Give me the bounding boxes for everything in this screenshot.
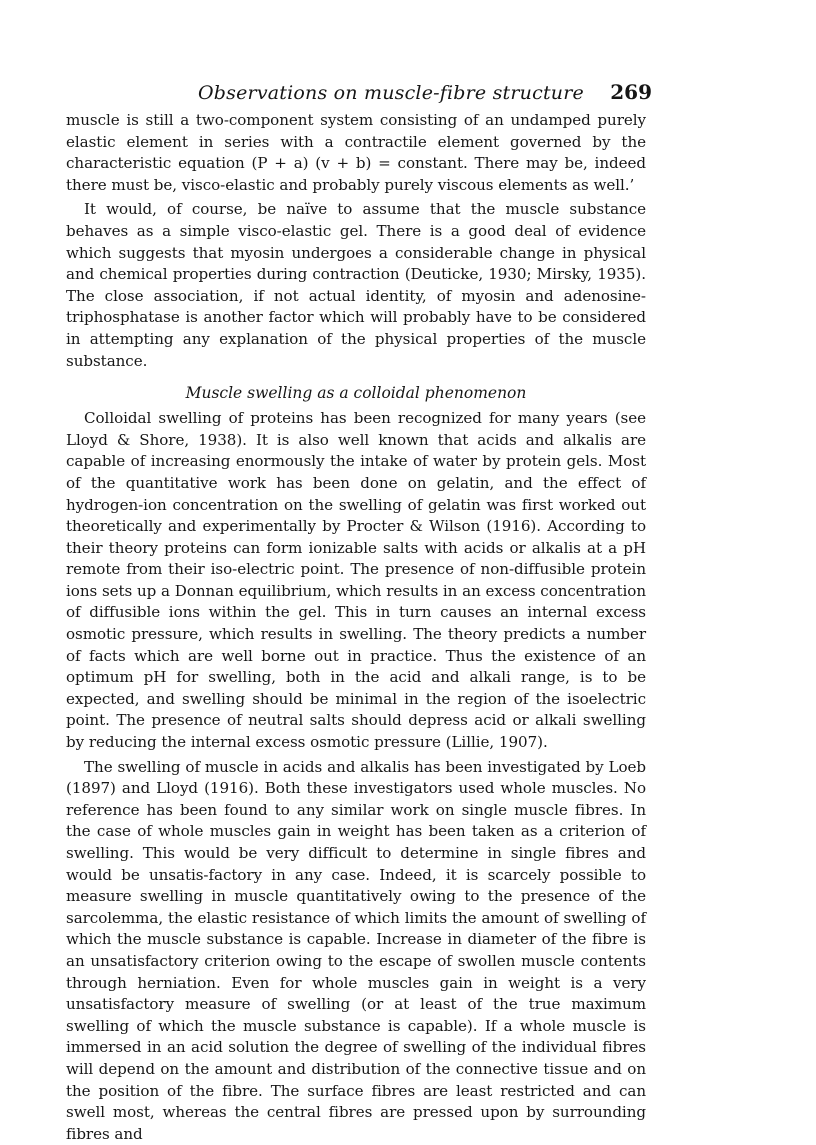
- journal-page: [66, 78, 652, 1145]
- paragraph: It would, of course, be naïve to assume that the muscle substance behaves as a simple visco-elastic gel. There is a good deal of evidence which suggests that myosin undergoes a considerable change in physical and chemical properties during contraction (Deuticke, 1930; Mirsky, 1935). The close association, if not actual identity, of myosin and adenosine-triphosphatase is another factor which will probably have to be considered in attempting any explanation of the physical properties of the muscle substance.: [66, 200, 646, 370]
- page-number: 269: [610, 80, 652, 104]
- paragraph: Colloidal swelling of proteins has been recognized for many years (see Lloyd & Shore, 1938). It is also well known that acids and alkalis are capable of increasing enormously the intake of water by protein gels. Most of the quantitative work has been done on gelatin, and the effect of hydrogen-ion concentration on the swelling of gelatin was first worked out theoretically and experimentally by Procter & Wilson (1916). According to their theory proteins can form ionizable salts with acids or alkalis at a pH remote from their iso-electric point. The presence of non-diffusible protein ions sets up a Donnan equilibrium, which results in an excess concentration of diffusible ions within the gel. This in turn causes an internal excess osmotic pressure, which results in swelling. The theory predicts a number of facts which are well borne out in practice. Thus the existence of an optimum pH for swelling, both in the acid and alkali range, is to be expected, and swelling should be minimal in the region of the isoelectric point. The presence of neutral salts should depress acid or alkali swelling by reducing the internal excess osmotic pressure (Lillie, 1907).: [66, 409, 646, 752]
- section-heading: Muscle swelling as a colloidal phenomenon: [185, 384, 527, 403]
- paragraph: The swelling of muscle in acids and alkalis has been investigated by Loeb (1897) and Lloyd (1916). Both these investigators used whole muscles. No reference has been found to any similar work on single muscle fibres. In the case of whole muscles gain in weight has been taken as a criterion of swelling. This would be very difficult to determine in single fibres and would be unsatis-factory in any case. Indeed, it is scarcely possible to measure swelling in muscle quantitatively owing to the presence of the sarcolemma, the elastic resistance of which limits the amount of swelling of which the muscle substance is capable. Increase in diameter of the fibre is an unsatisfactory criterion owing to the escape of swollen muscle contents through herniation. Even for whole muscles gain in weight is a very unsatisfactory measure of swelling (or at least of the true maximum swelling of which the muscle substance is capable). If a whole muscle is immersed in an acid solution the degree of swelling of the individual fibres will depend on the amount and distribution of the connective tissue and on the position of the fibre. The surface fibres are least restricted and can swell most, whereas the central fibres are pressed upon by surrounding fibres and: [66, 757, 646, 1143]
- running-header: [66, 78, 652, 108]
- paragraph-continuation: muscle is still a two-component system consisting of an undamped purely elastic element in series with a contractile element governed by the characteristic equation (P + a) (v + b) = constant. There may be, indeed there must be, visco-elastic and probably purely viscous elements as well.’: [66, 111, 646, 194]
- running-title: Observations on muscle-fibre structure: [198, 82, 584, 104]
